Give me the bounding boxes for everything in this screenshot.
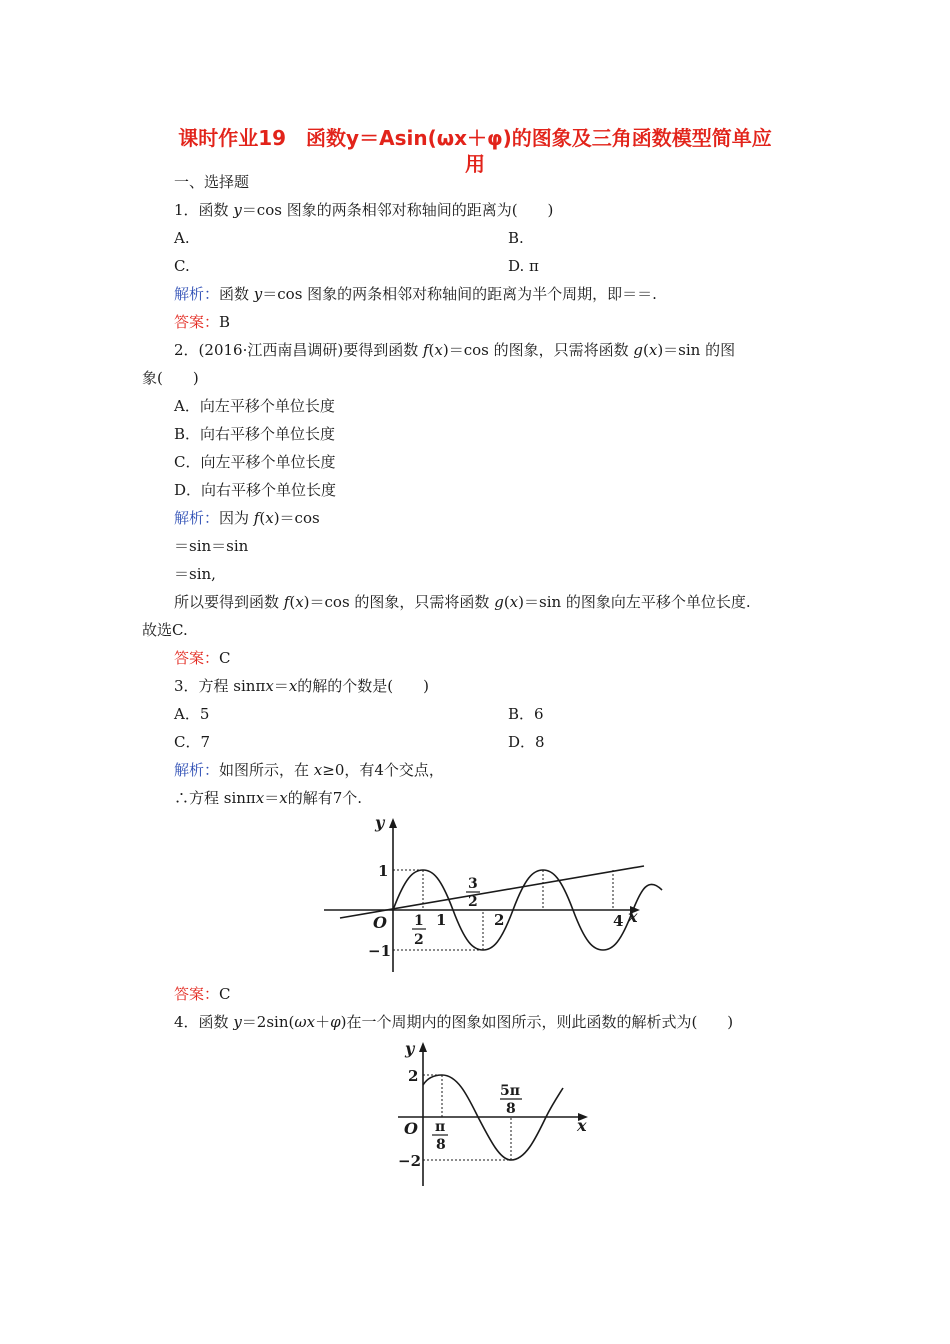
q3-option-a: A．5 — [174, 705, 210, 723]
q2-solution-line-2: ＝sin＝sin — [174, 537, 249, 555]
q3-y-label: y — [375, 813, 385, 832]
q1-stem: 1．函数 y＝cos 图象的两条相邻对称轴间的距离为( ) — [174, 201, 554, 219]
q3-xtick-1: 1 — [436, 911, 447, 929]
q3-option-c: C．7 — [174, 733, 211, 751]
q3-xtick-4: 4 — [613, 912, 624, 930]
q2-option-a: A．向左平移个单位长度 — [174, 397, 335, 415]
q4-xtick-pi8-num: π — [435, 1119, 446, 1135]
q2-option-b: B．向右平移个单位长度 — [174, 425, 336, 443]
q2-solution-line-4: 所以要得到函数 f(x)＝cos 的图象，只需将函数 g(x)＝sin 的图象向左平移个单位长度. — [174, 593, 751, 611]
q4-y-arrow-icon — [419, 1042, 427, 1052]
q3-ytick-neg1: −1 — [368, 942, 392, 960]
q2-option-d: D．向右平移个单位长度 — [174, 481, 337, 499]
q3-solution-line-2: ∴方程 sinπx＝x的解有7个. — [174, 789, 363, 807]
q3-xtick-3half-num: 3 — [468, 876, 478, 892]
q1-option-a: A. — [174, 229, 190, 247]
q4-xtick-5pi8-num: 5π — [500, 1083, 520, 1099]
q3-origin-label: O — [373, 913, 387, 932]
q2-option-c: C．向左平移个单位长度 — [174, 453, 336, 471]
q1-solution: 解析：函数 y＝cos 图象的两条相邻对称轴间的距离为半个周期，即＝＝. — [174, 285, 657, 303]
q4-x-label: x — [577, 1116, 587, 1135]
title-line-1: 课时作业19 函数y＝Asin(ωx＋φ)的图象及三角函数模型简单应 — [178, 126, 772, 150]
q3-option-b: B．6 — [508, 705, 544, 723]
q3-solution: 解析：如图所示，在 x≥0，有4个交点， — [174, 761, 444, 779]
q3-xtick-half-num: 1 — [414, 913, 424, 929]
q3-stem: 3．方程 sinπx＝x的解的个数是( ) — [174, 677, 429, 695]
q3-option-d: D．8 — [508, 733, 545, 751]
section-heading: 一、选择题 — [174, 173, 250, 191]
q4-xtick-5pi8-den: 8 — [506, 1101, 516, 1117]
q4-ytick-2: 2 — [408, 1067, 419, 1085]
q3-xtick-3half-den: 2 — [468, 894, 478, 910]
q3-xtick-half-den: 2 — [414, 932, 424, 948]
q4-origin-label: O — [404, 1119, 418, 1138]
q1-option-c: C. — [174, 257, 190, 275]
q2-stem: 2．(2016·江西南昌调研)要得到函数 f(x)＝cos 的图象，只需将函数 g(x)＝sin 的图 — [174, 341, 736, 359]
q1-answer: 答案：B — [174, 313, 231, 331]
q2-stem-line-2: 象( ) — [142, 369, 199, 387]
title-line-2: 用 — [465, 152, 485, 176]
q4-xtick-pi8-den: 8 — [436, 1137, 446, 1153]
q2-solution-line-3: ＝sin, — [174, 565, 216, 583]
q1-option-b: B. — [508, 229, 524, 247]
q1-option-d: D. π — [508, 257, 539, 275]
q2-answer: 答案：C — [174, 649, 231, 667]
q4-y-label: y — [405, 1039, 415, 1058]
q4-stem: 4．函数 y＝2sin(ωx＋φ)在一个周期内的图象如图所示，则此函数的解析式为( ) — [174, 1013, 734, 1031]
q3-xtick-2: 2 — [494, 911, 505, 929]
q3-x-label: x — [628, 907, 638, 926]
q4-ytick-neg2: −2 — [398, 1152, 422, 1170]
q2-solution: 解析：因为 f(x)＝cos — [174, 509, 320, 527]
q3-answer: 答案：C — [174, 985, 231, 1003]
q3-ytick-1: 1 — [378, 862, 389, 880]
q2-solution-line-5: 故选C. — [142, 621, 188, 639]
